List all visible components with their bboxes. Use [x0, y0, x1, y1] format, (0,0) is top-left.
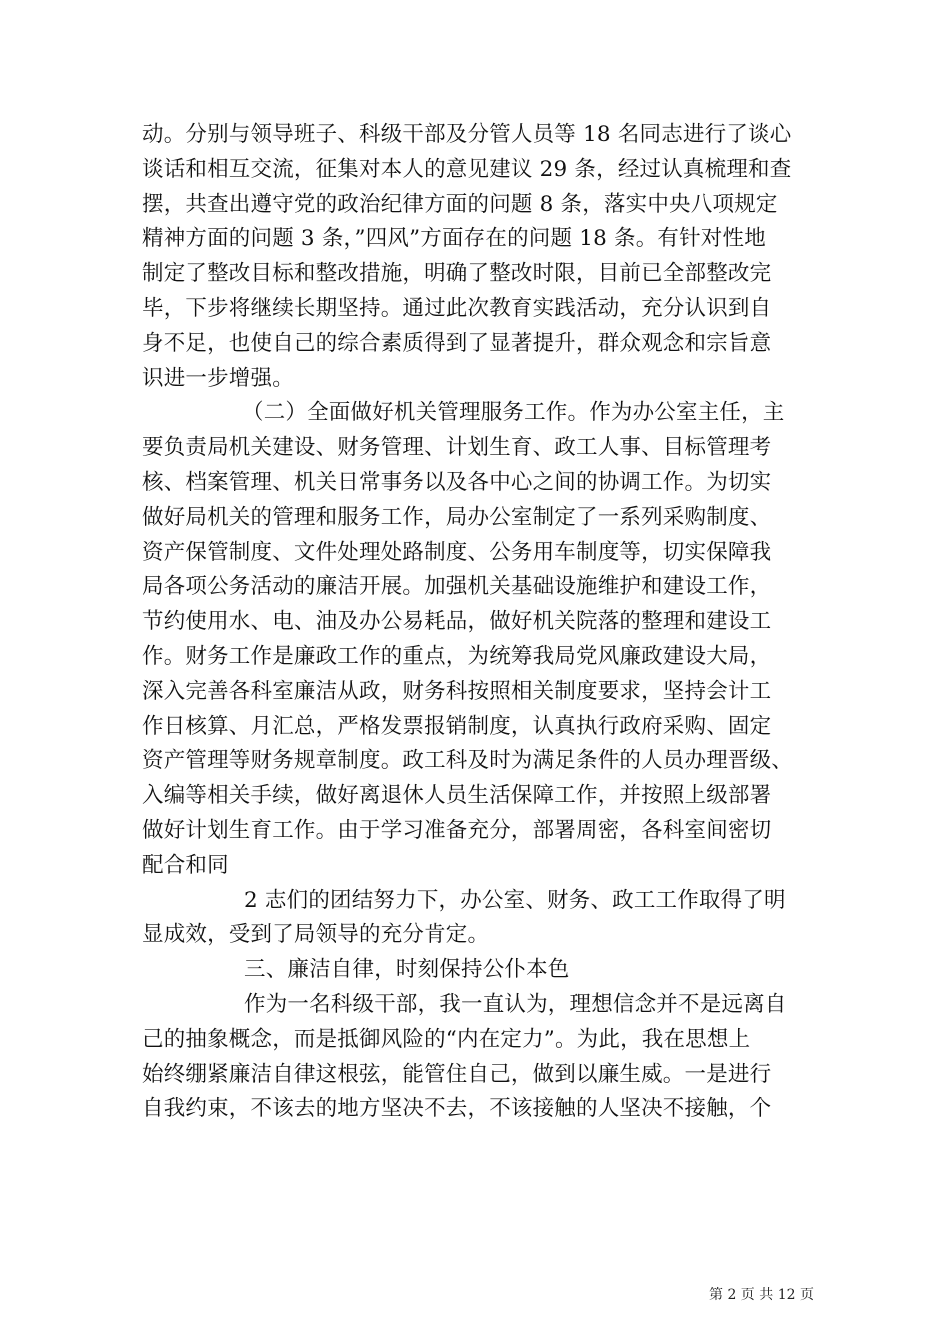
text-line: 自我约束，不该去的地方坚决不去，不该接触的人坚决不接触，个 — [142, 1096, 772, 1122]
text-line: 要负责局机关建设、财务管理、计划生育、政工人事、目标管理考 — [142, 435, 772, 461]
text-line: 核、档案管理、机关日常事务以及各中心之间的协调工作。为切实 — [142, 469, 772, 495]
text-line: 己的抽象概念，而是抵御风险的“内在定力”。为此，我在思想上 — [142, 1026, 751, 1052]
text-line: 资产管理等财务规章制度。政工科及时为满足条件的人员办理晋级、 — [142, 748, 794, 774]
text-line: 毕，下步将继续长期坚持。通过此次教育实践活动，充分认识到自 — [142, 295, 772, 321]
text-line: 动。分别与领导班子、科级干部及分管人员等 18 名同志进行了谈心 — [142, 122, 792, 147]
text-line: 作为一名科级干部，我一直认为，理想信念并不是远离自 — [244, 991, 787, 1017]
text-line: 配合和同 — [142, 852, 229, 878]
text-line: 局各项公务活动的廉洁开展。加强机关基础设施维护和建设工作， — [142, 574, 772, 600]
body-text — [142, 118, 812, 1127]
text-line: 始终绷紧廉洁自律这根弦，能管住自己，做到以廉生威。一是进行 — [142, 1061, 772, 1087]
text-line: 资产保管制度、文件处理处路制度、公务用车制度等，切实保障我 — [142, 539, 772, 565]
text-line: 作。财务工作是廉政工作的重点，为统筹我局党风廉政建设大局， — [142, 643, 772, 669]
text-line: 做好计划生育工作。由于学习准备充分，部署周密，各科室间密切 — [142, 817, 772, 843]
text-line: 深入完善各科室廉洁从政，财务科按照相关制度要求，坚持会计工 — [142, 678, 772, 704]
text-line: 摆，共查出遵守党的政治纪律方面的问题 8 条，落实中央八项规定 — [142, 191, 778, 217]
text-line: 入编等相关手续，做好离退休人员生活保障工作，并按照上级部署 — [142, 783, 772, 809]
text-line: 做好局机关的管理和服务工作，局办公室制定了一系列采购制度、 — [142, 504, 772, 530]
text-line: 作日核算、月汇总，严格发票报销制度，认真执行政府采购、固定 — [142, 713, 772, 739]
text-line: 节约使用水、电、油及办公易耗品，做好机关院落的整理和建设工 — [142, 609, 772, 635]
text-line: 显成效，受到了局领导的充分肯定。 — [142, 922, 490, 948]
text-line: 精神方面的问题 3 条，”四风”方面存在的问题 18 条。有针对性地 — [142, 226, 766, 252]
section-heading-line: （二）全面做好机关管理服务工作。作为办公室主任，主 — [242, 400, 785, 426]
text-line: 识进一步增强。 — [142, 365, 294, 391]
page-number-footer: 第 2 页 共 12 页 — [709, 1287, 814, 1303]
text-line: 制定了整改目标和整改措施，明确了整改时限，目前已全部整改完 — [142, 261, 772, 287]
text-line: 身不足，也使自己的综合素质得到了显著提升，群众观念和宗旨意 — [142, 330, 772, 356]
text-line: 2 志们的团结努力下，办公室、财务、政工工作取得了明 — [244, 887, 786, 913]
section-heading-line: 三、廉洁自律，时刻保持公仆本色 — [244, 957, 570, 983]
text-line: 谈话和相互交流，征集对本人的意见建议 29 条，经过认真梳理和查 — [142, 156, 792, 182]
